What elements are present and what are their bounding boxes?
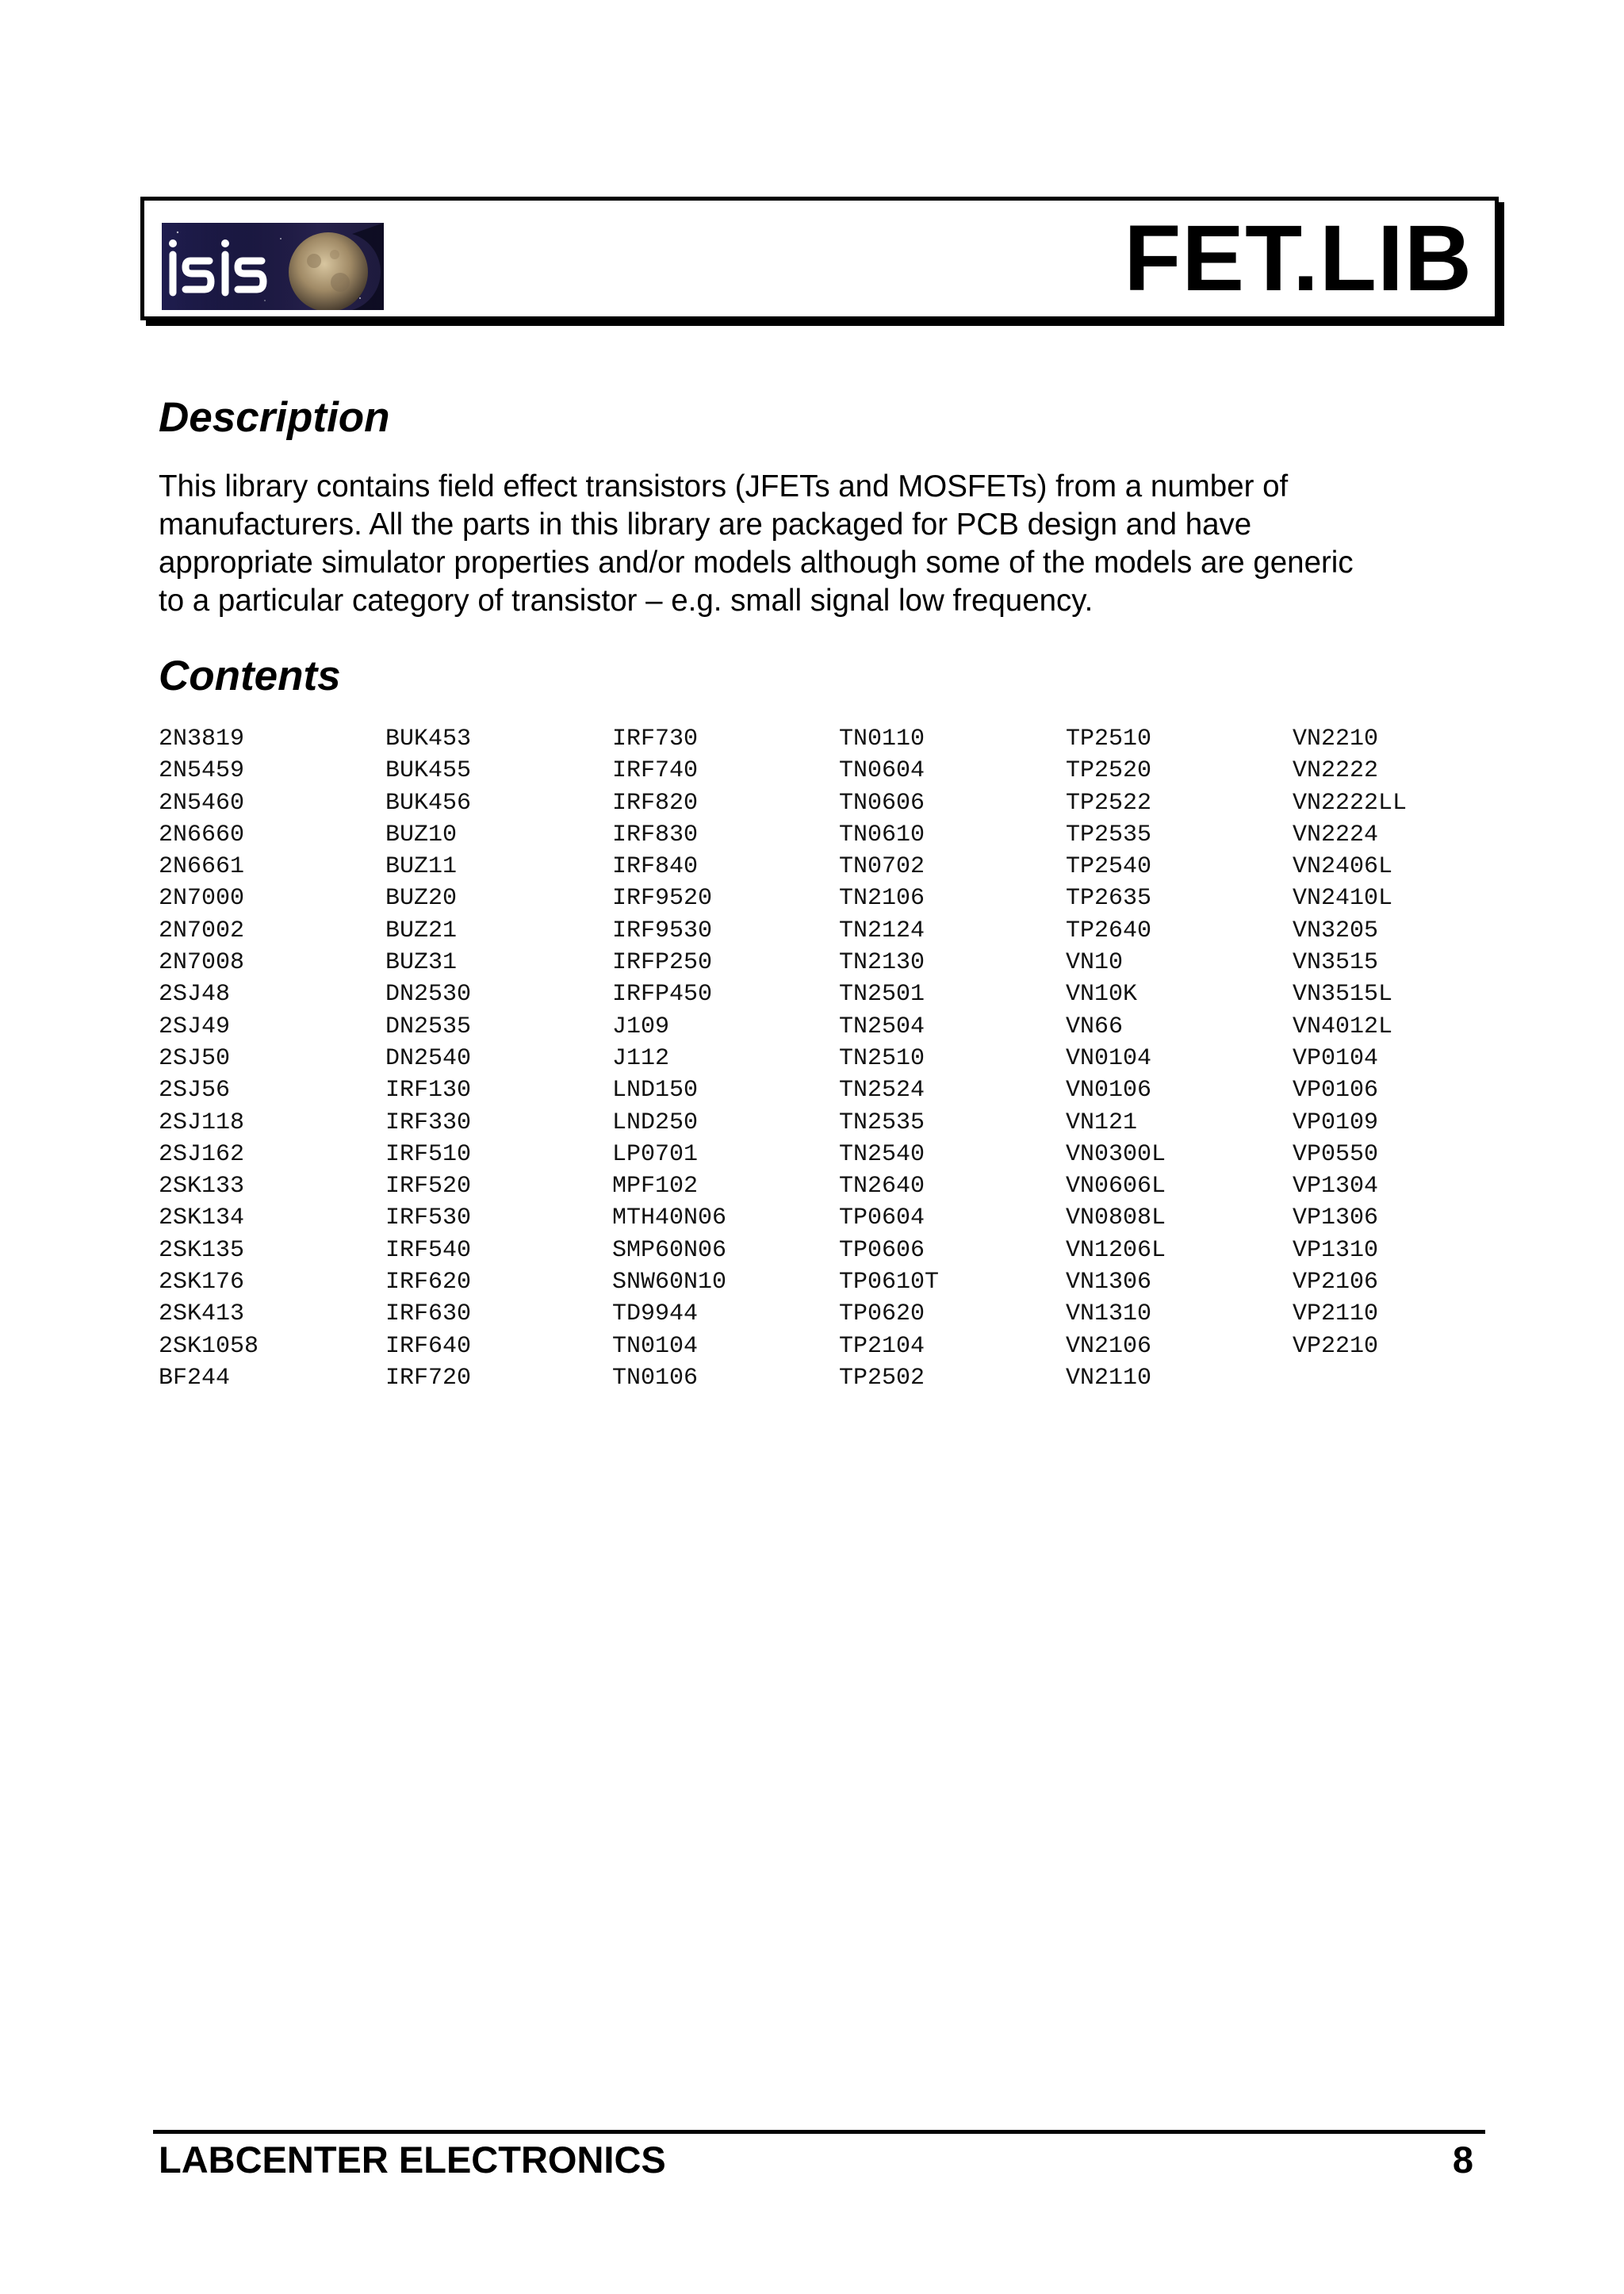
contents-column: [159, 723, 385, 1394]
part-name: IRF740: [612, 757, 699, 785]
part-name: IRF820: [612, 789, 699, 817]
part-name: 2SK134: [159, 1204, 245, 1232]
part-name: IRF630: [385, 1300, 472, 1328]
part-name: TN2524: [839, 1077, 925, 1105]
part-name: 2N5460: [159, 789, 245, 817]
part-name: VN0104: [1066, 1044, 1152, 1072]
part-name: J109: [612, 1013, 670, 1040]
part-name: IRFP250: [612, 949, 713, 977]
part-name: TP0604: [839, 1204, 925, 1232]
part-name: VN0606L: [1066, 1173, 1166, 1201]
part-name: VN2406L: [1293, 853, 1393, 881]
part-name: 2N3819: [159, 726, 245, 753]
part-name: 2SJ56: [159, 1077, 231, 1105]
part-name: TP2535: [1066, 821, 1152, 848]
page-title: FET.LIB: [1124, 206, 1473, 311]
part-name: IRF640: [385, 1332, 472, 1360]
contents-column: [1066, 723, 1293, 1394]
part-name: MTH40N06: [612, 1204, 727, 1232]
part-name: VP2106: [1293, 1269, 1379, 1296]
part-name: IRF510: [385, 1140, 472, 1168]
part-name: VP0109: [1293, 1109, 1379, 1136]
footer-company: LABCENTER ELECTRONICS: [159, 2139, 666, 2181]
part-name: VN121: [1066, 1109, 1138, 1136]
part-name: VN4012L: [1293, 1013, 1393, 1040]
part-name: 2SK176: [159, 1269, 245, 1296]
part-name: TN2504: [839, 1013, 925, 1040]
part-name: BUK453: [385, 726, 472, 753]
part-name: 2N6661: [159, 853, 245, 881]
part-name: DN2535: [385, 1013, 472, 1040]
part-name: TP2520: [1066, 757, 1152, 785]
part-name: VP1306: [1293, 1204, 1379, 1232]
part-name: IRF540: [385, 1236, 472, 1264]
part-name: 2SJ49: [159, 1013, 231, 1040]
part-name: VN0106: [1066, 1077, 1152, 1105]
part-name: VN3515L: [1293, 981, 1393, 1009]
part-name: TP0620: [839, 1300, 925, 1328]
part-name: VN2210: [1293, 726, 1379, 753]
part-name: TN0604: [839, 757, 925, 785]
part-name: TN0110: [839, 726, 925, 753]
part-name: VN2224: [1293, 821, 1379, 848]
part-name: IRF830: [612, 821, 699, 848]
part-name: IRF620: [385, 1269, 472, 1296]
part-name: 2N7000: [159, 885, 245, 913]
part-name: TP0606: [839, 1236, 925, 1264]
part-name: VN3515: [1293, 949, 1379, 977]
part-name: TN2640: [839, 1173, 925, 1201]
part-name: TN2130: [839, 949, 925, 977]
part-name: VN3205: [1293, 917, 1379, 944]
part-name: VP0106: [1293, 1077, 1379, 1105]
part-name: LP0701: [612, 1140, 699, 1168]
description-heading: Description: [159, 394, 390, 441]
part-name: SMP60N06: [612, 1236, 727, 1264]
part-name: VP2110: [1293, 1300, 1379, 1328]
part-name: VN2110: [1066, 1364, 1152, 1392]
part-name: LND250: [612, 1109, 699, 1136]
page-number: 8: [1452, 2139, 1473, 2181]
part-name: BUZ31: [385, 949, 458, 977]
header-box: [140, 197, 1499, 320]
contents-column: [385, 723, 612, 1394]
part-name: TN2501: [839, 981, 925, 1009]
contents-column: [612, 723, 839, 1394]
part-name: IRF9520: [612, 885, 713, 913]
part-name: TN0104: [612, 1332, 699, 1360]
part-name: VP2210: [1293, 1332, 1379, 1360]
isis-logo: [162, 223, 384, 310]
part-name: 2SJ50: [159, 1044, 231, 1072]
part-name: IRF330: [385, 1109, 472, 1136]
contents-heading: Contents: [159, 653, 341, 699]
part-name: VN10K: [1066, 981, 1138, 1009]
isis-logo-graphic: [162, 223, 384, 310]
part-name: J112: [612, 1044, 670, 1072]
part-name: VN10: [1066, 949, 1124, 977]
part-name: TD9944: [612, 1300, 699, 1328]
part-name: SNW60N10: [612, 1269, 727, 1296]
contents-table: [159, 723, 1519, 1394]
part-name: VN2222LL: [1293, 789, 1408, 817]
footer-divider: [153, 2130, 1485, 2134]
part-name: BUZ10: [385, 821, 458, 848]
part-name: VN1206L: [1066, 1236, 1166, 1264]
part-name: VN2106: [1066, 1332, 1152, 1360]
part-name: TP2522: [1066, 789, 1152, 817]
part-name: VN0808L: [1066, 1204, 1166, 1232]
part-name: 2SK413: [159, 1300, 245, 1328]
part-name: TN0702: [839, 853, 925, 881]
part-name: 2SJ48: [159, 981, 231, 1009]
part-name: TP2640: [1066, 917, 1152, 944]
part-name: DN2530: [385, 981, 472, 1009]
part-name: TP0610T: [839, 1269, 940, 1296]
part-name: VN2410L: [1293, 885, 1393, 913]
part-name: BUZ21: [385, 917, 458, 944]
contents-column: [839, 723, 1066, 1394]
part-name: IRFP450: [612, 981, 713, 1009]
part-name: TP2104: [839, 1332, 925, 1360]
part-name: TN0106: [612, 1364, 699, 1392]
part-name: TP2540: [1066, 853, 1152, 881]
description-text: This library contains field effect transistors (JFETs and MOSFETs) from a number of manufacturers. All the parts in this library are packaged for PCB design and have appropriate simulator properties and/or models although some of the models are generic to a particular category of transistor – e.g. small signal low frequency.: [159, 469, 1354, 618]
part-name: 2N7002: [159, 917, 245, 944]
part-name: IRF130: [385, 1077, 472, 1105]
part-name: DN2540: [385, 1044, 472, 1072]
part-name: IRF720: [385, 1364, 472, 1392]
part-name: VN2222: [1293, 757, 1379, 785]
part-name: TP2510: [1066, 726, 1152, 753]
part-name: TN2540: [839, 1140, 925, 1168]
part-name: VN1306: [1066, 1269, 1152, 1296]
part-name: VN66: [1066, 1013, 1124, 1040]
part-name: BUZ11: [385, 853, 458, 881]
part-name: VP1304: [1293, 1173, 1379, 1201]
part-name: VP0104: [1293, 1044, 1379, 1072]
part-name: 2N7008: [159, 949, 245, 977]
part-name: 2N5459: [159, 757, 245, 785]
part-name: LND150: [612, 1077, 699, 1105]
part-name: VN0300L: [1066, 1140, 1166, 1168]
part-name: BF244: [159, 1364, 231, 1392]
part-name: MPF102: [612, 1173, 699, 1201]
part-name: TN2535: [839, 1109, 925, 1136]
part-name: IRF840: [612, 853, 699, 881]
contents-column: [1293, 723, 1519, 1394]
part-name: 2SJ162: [159, 1140, 245, 1168]
part-name: IRF530: [385, 1204, 472, 1232]
part-name: TN0610: [839, 821, 925, 848]
part-name: TN0606: [839, 789, 925, 817]
part-name: IRF730: [612, 726, 699, 753]
part-name: TN2106: [839, 885, 925, 913]
part-name: 2SJ118: [159, 1109, 245, 1136]
part-name: VP1310: [1293, 1236, 1379, 1264]
part-name: 2N6660: [159, 821, 245, 848]
part-name: 2SK133: [159, 1173, 245, 1201]
part-name: VN1310: [1066, 1300, 1152, 1328]
part-name: BUK456: [385, 789, 472, 817]
part-name: BUK455: [385, 757, 472, 785]
part-name: BUZ20: [385, 885, 458, 913]
part-name: TN2510: [839, 1044, 925, 1072]
part-name: TN2124: [839, 917, 925, 944]
part-name: 2SK1058: [159, 1332, 259, 1360]
part-name: IRF520: [385, 1173, 472, 1201]
part-name: IRF9530: [612, 917, 713, 944]
part-name: VP0550: [1293, 1140, 1379, 1168]
part-name: TP2635: [1066, 885, 1152, 913]
part-name: TP2502: [839, 1364, 925, 1392]
part-name: 2SK135: [159, 1236, 245, 1264]
